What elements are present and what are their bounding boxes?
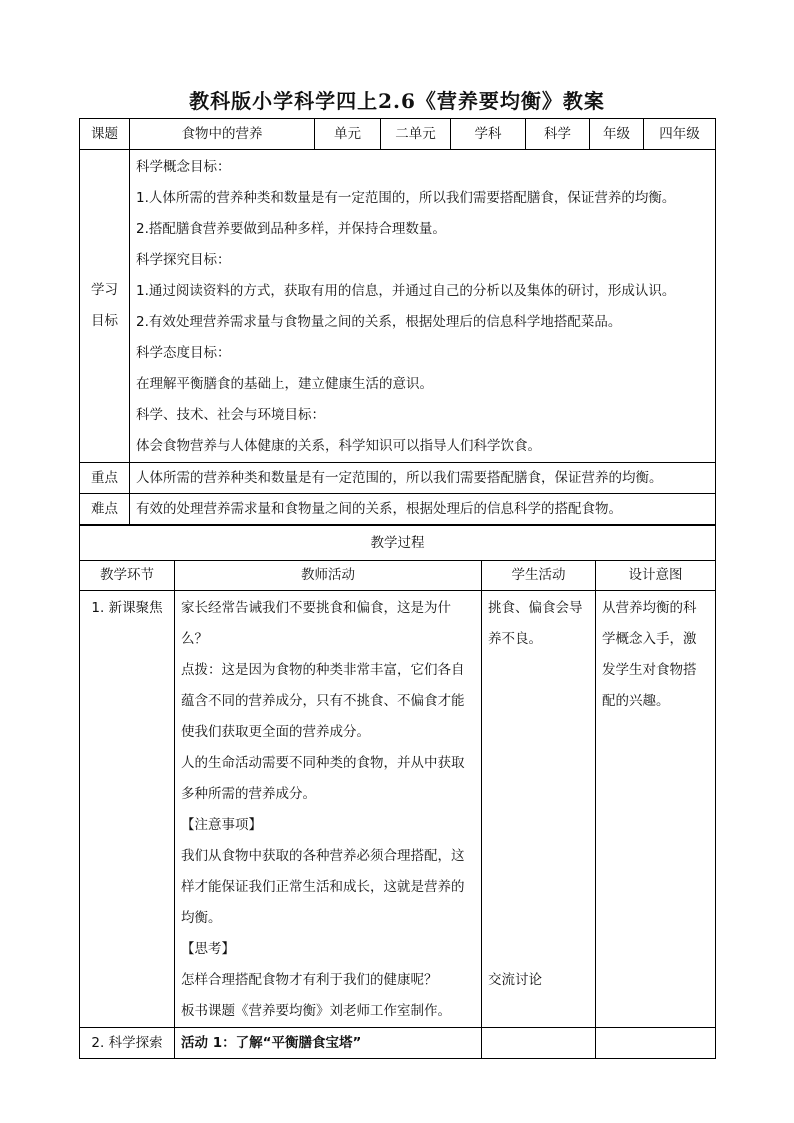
teacher-line: 么？ (181, 631, 208, 647)
subject-value: 科学 (526, 119, 590, 150)
difficulty-row (80, 494, 716, 525)
process-column-headers (80, 561, 716, 591)
goal-line: 在理解平衡膳食的基础上，建立健康生活的意识。 (136, 376, 433, 392)
student-activity-cell (482, 591, 596, 1028)
column-header: 设计意图 (596, 561, 716, 591)
goal-line: 科学探究目标： (136, 252, 231, 268)
student-line: 养不良。 (488, 631, 542, 647)
teacher-line: 样才能保证我们正常生活和成长，这就是营养的 (181, 879, 465, 895)
goal-line: 2.搭配膳食营养要做到品种多样，并保持合理数量。 (136, 221, 446, 237)
learning-goals-label: 学习 目标 (80, 150, 130, 463)
key-point-label: 重点 (80, 463, 130, 494)
student-line: 交流讨论 (488, 972, 542, 988)
column-header: 教学环节 (80, 561, 175, 591)
learning-goals-row (80, 150, 716, 463)
learning-goals-content (130, 150, 716, 463)
topic-label: 课题 (80, 119, 130, 150)
difficulty-text: 有效的处理营养需求量和食物量之间的关系，根据处理后的信息科学的搭配食物。 (130, 494, 716, 525)
teacher-line: 点拨：这是因为食物的种类非常丰富，它们各自 (181, 662, 465, 678)
stage-cell: 1. 新课聚焦 (80, 591, 175, 1028)
teacher-activity-cell (175, 591, 482, 1028)
goal-line: 科学概念目标： (136, 159, 231, 175)
teacher-line: 多种所需的营养成分。 (181, 786, 316, 802)
difficulty-label: 难点 (80, 494, 130, 525)
teacher-line: 【注意事项】 (181, 817, 262, 833)
grade-label: 年级 (590, 119, 644, 150)
goal-line: 1.通过阅读资料的方式，获取有用的信息，并通过自己的分析以及集体的研讨，形成认识。 (136, 283, 676, 299)
student-line: 挑食、偏食会导 (488, 600, 583, 616)
lesson-info-table (79, 118, 716, 525)
teacher-line: 怎样合理搭配食物才有利于我们的健康呢？ (181, 972, 438, 988)
unit-value: 二单元 (381, 119, 451, 150)
goal-line: 2.有效处理营养需求量与食物量之间的关系，根据处理后的信息科学地搭配菜品。 (136, 314, 622, 330)
design-intent-cell (596, 591, 716, 1028)
teacher-line: 使我们获取更全面的营养成分。 (181, 724, 370, 740)
process-heading: 教学过程 (80, 526, 716, 561)
teacher-line: 我们从食物中获取的各种营养必须合理搭配，这 (181, 848, 465, 864)
column-header: 教师活动 (175, 561, 482, 591)
key-point-text: 人体所需的营养种类和数量是有一定范围的，所以我们需要搭配膳食，保证营养的均衡。 (130, 463, 716, 494)
page-title: 教科版小学科学四上2.6《营养要均衡》教案 (189, 89, 605, 113)
goal-line: 1.人体所需的营养种类和数量是有一定范围的，所以我们需要搭配膳食，保证营养的均衡。 (136, 190, 676, 206)
design-line: 学概念入手，激 (602, 631, 697, 647)
design-line: 配的兴趣。 (602, 693, 670, 709)
process-row-focus (80, 591, 716, 1028)
design-line: 发学生对食物搭 (602, 662, 697, 678)
stage-cell: 2. 科学探索 (80, 1028, 175, 1059)
grade-value: 四年级 (644, 119, 716, 150)
student-activity-cell (482, 1028, 596, 1059)
goal-line: 体会食物营养与人体健康的关系，科学知识可以指导人们科学饮食。 (136, 438, 541, 454)
teacher-line: 家长经常告诫我们不要挑食和偏食，这是为什 (181, 600, 451, 616)
design-intent-cell (596, 1028, 716, 1059)
goal-line: 科学态度目标： (136, 345, 231, 361)
column-header: 学生活动 (482, 561, 596, 591)
teacher-line: 蕴含不同的营养成分，只有不挑食、不偏食才能 (181, 693, 465, 709)
topic-value: 食物中的营养 (130, 119, 315, 150)
process-row-explore (80, 1028, 716, 1059)
teacher-line: 板书课题《营养要均衡》刘老师工作室制作。 (181, 1003, 451, 1019)
teacher-activity-cell: 活动 1：了解“平衡膳食宝塔” (175, 1028, 482, 1059)
teacher-line: 均衡。 (181, 910, 222, 926)
teacher-line: 【思考】 (181, 941, 235, 957)
unit-label: 单元 (315, 119, 381, 150)
teaching-process-table (79, 525, 716, 1059)
header-row (80, 119, 716, 150)
key-point-row (80, 463, 716, 494)
process-heading-row (80, 526, 716, 561)
teacher-line: 人的生命活动需要不同种类的食物，并从中获取 (181, 755, 465, 771)
subject-label: 学科 (451, 119, 526, 150)
goal-line: 科学、技术、社会与环境目标： (136, 407, 325, 423)
design-line: 从营养均衡的科 (602, 600, 697, 616)
